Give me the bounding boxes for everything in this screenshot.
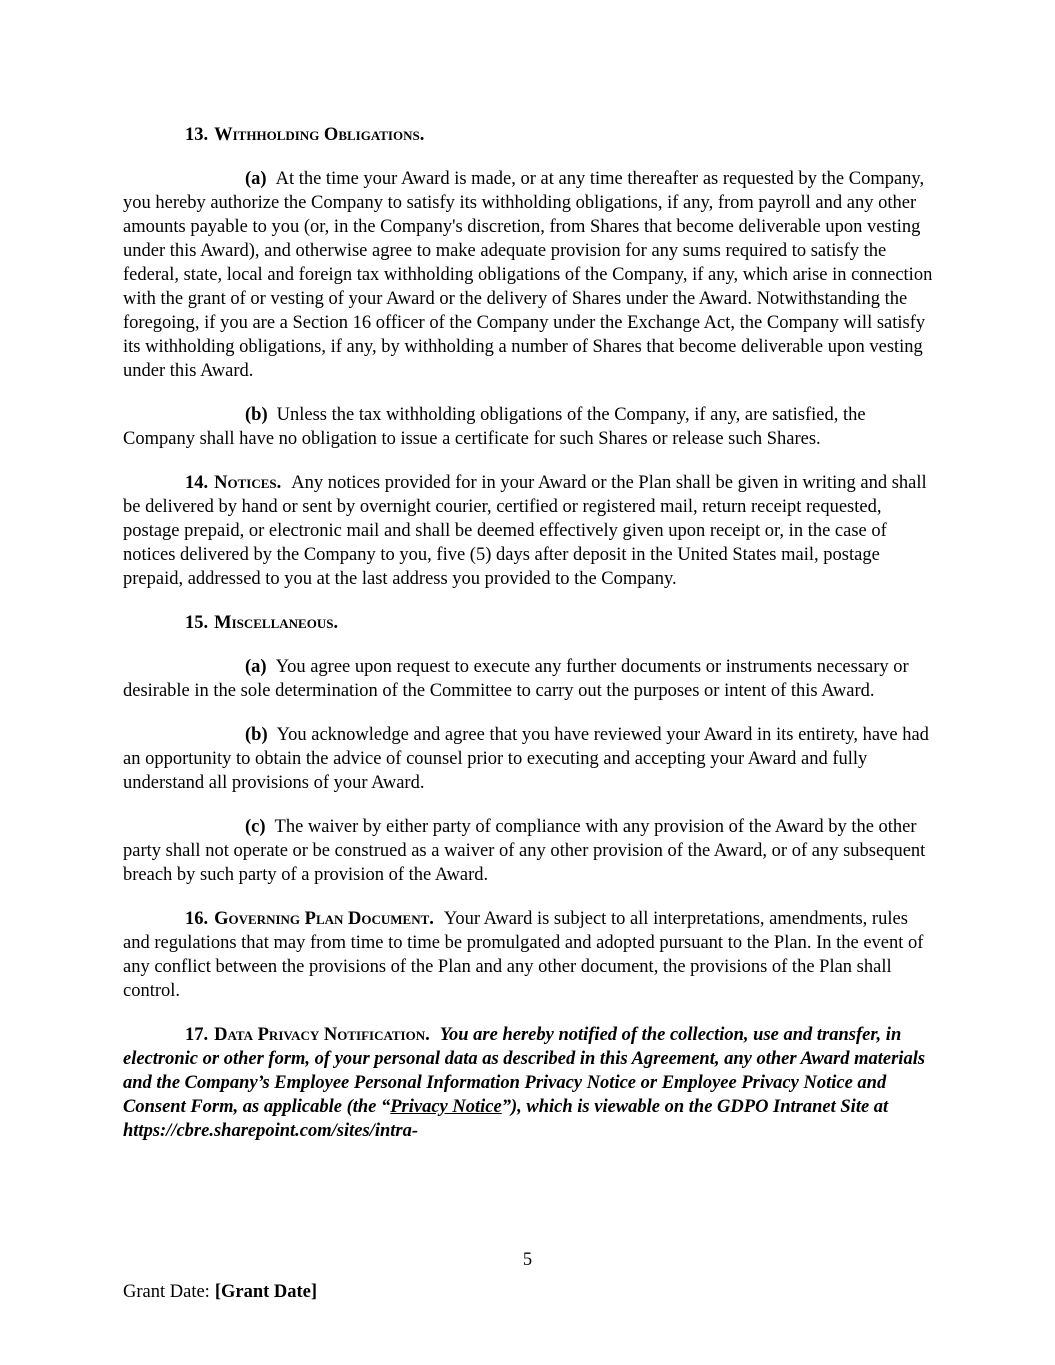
section-14-text: Any notices provided for in your Award or the Plan shall be given in writing and shall be delivered by hand or sent by overnight courier, certified or registered mail, return receipt requested, postage prepaid, or electronic mail and shall be deemed effectively given upon receipt or, in the case of notices delivered by the Company to you, five (5) days after deposit in the United States mail, postage prepaid, addressed to you at the last address you provided to the Company. [123,473,927,589]
section-15-para-b-label: (b) [245,725,268,745]
section-16-paragraph [123,907,935,1003]
section-15-para-c-label: (c) [245,817,266,837]
document-body [123,123,935,1163]
section-14-title: Notices. [214,473,282,493]
section-16-number: 16. [185,909,209,929]
section-13-number: 13. [185,125,209,145]
section-17-number: 17. [185,1025,209,1045]
section-13-para-b-label: (b) [245,405,268,425]
section-15-para-a-label: (a) [245,657,267,677]
section-16-title: Governing Plan Document. [214,909,434,929]
section-15-number: 15. [185,613,209,633]
section-15-para-b-text: You acknowledge and agree that you have reviewed your Award in its entirety, have had an opportunity to obtain the advice of counsel prior to executing and accepting your Award and fully understand all provisions of your Award. [123,725,929,793]
section-14-paragraph [123,471,935,591]
section-13-para-a-label: (a) [245,169,267,189]
section-13-para-b [123,403,935,451]
grant-date-line [123,1280,317,1304]
section-17-title: Data Privacy Notification. [214,1025,430,1045]
section-15-para-a [123,655,935,703]
section-17-paragraph [123,1023,935,1143]
section-15-para-b [123,723,935,795]
section-13-para-a-text: At the time your Award is made, or at any time thereafter as requested by the Company, you hereby authorize the Company to satisfy its withholding obligations, if any, from payroll and any other amounts payable to you (or, in the Company's discretion, from Shares that become deliverable upon vesting under this Award), and otherwise agree to make adequate provision for any sums required to satisfy the federal, state, local and foreign tax withholding obligations of the Company, if any, which arise in connection with the grant of or vesting of your Award or the delivery of Shares under the Award. Notwithstanding the foregoing, if you are a Section 16 officer of the Company under the Exchange Act, the Company will satisfy its withholding obligations, if any, by withholding a number of Shares that become deliverable upon vesting under this Award. [123,169,933,381]
grant-date-label: Grant Date: [123,1282,210,1302]
page-number: 5 [522,1250,533,1270]
section-15-title: Miscellaneous. [214,613,339,633]
section-13-para-b-text: Unless the tax withholding obligations of the Company, if any, are satisfied, the Company shall have no obligation to issue a certificate for such Shares or release such Shares. [123,405,866,449]
section-13-title: Withholding Obligations. [214,125,425,145]
grant-date-value: [Grant Date] [214,1282,318,1302]
section-16-text: Your Award is subject to all interpretations, amendments, rules and regulations that may from time to time be promulgated and adopted pursuant to the Plan. In the event of any conflict between the provisions of the Plan and any other document, the provisions of the Plan shall control. [123,909,924,1001]
section-13-heading [123,123,935,147]
section-15-para-c-text: The waiver by either party of compliance with any provision of the Award by the other party shall not operate or be construed as a waiver of any other provision of the Award, or of any subsequent breach by such party of a provision of the Award. [123,817,926,885]
section-17-text-before: You are hereby notified of the collection, use and transfer, in electronic or other form, of your personal data as described in this Agreement, any other Award materials and the Company’s Employee Personal Information Privacy Notice or Employee Privacy Notice and Consent Form, as applicable (the “ [123,1025,926,1117]
section-17-text-after: ”), which is viewable on the GDPO Intranet Site at https://cbre.sharepoint.com/sites/intra- [123,1097,889,1141]
privacy-notice-term: Privacy Notice [390,1097,502,1117]
section-15-para-c [123,815,935,887]
section-14-number: 14. [185,473,209,493]
section-15-heading [123,611,935,635]
section-13-para-a [123,167,935,383]
section-15-para-a-text: You agree upon request to execute any further documents or instruments necessary or desirable in the sole determination of the Committee to carry out the purposes or intent of this Award. [123,657,909,701]
